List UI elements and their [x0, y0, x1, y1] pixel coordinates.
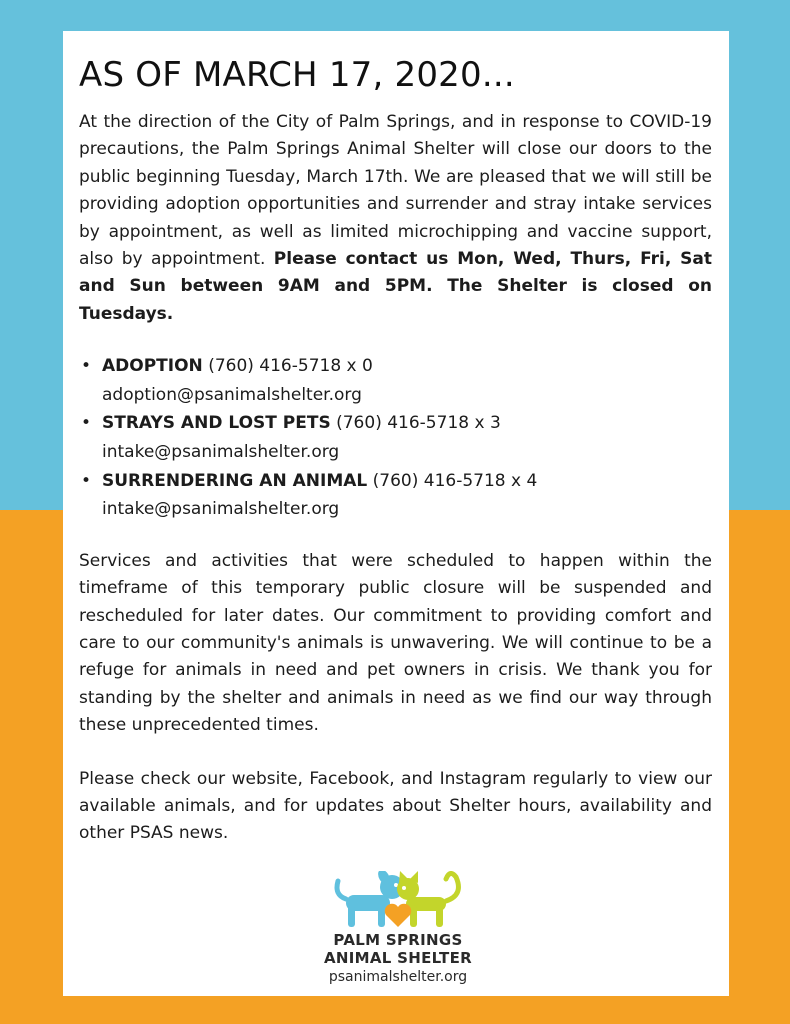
dog-cat-heart-icon [328, 871, 468, 931]
contact-list [79, 352, 712, 524]
logo-url: psanimalshelter.org [328, 969, 468, 985]
contact-phone: (760) 416-5718 x 3 [336, 413, 501, 434]
bullet-icon: • [81, 470, 92, 491]
shelter-logo [288, 871, 508, 987]
contact-email: intake@psanimalshelter.org [102, 442, 340, 463]
contact-label: STRAYS AND LOST PETS [102, 413, 331, 434]
logo-name-line1: PALM SPRINGS [333, 931, 463, 949]
contact-email: adoption@psanimalshelter.org [102, 384, 362, 405]
logo-name-line2: ANIMAL SHELTER [324, 949, 472, 967]
contact-hours: Please contact us Mon, Wed, Thurs, Fri, Sat and Sun between 9AM and 5PM. The Shelter is closed on Tuesdays. [79, 249, 713, 324]
contact-phone: (760) 416-5718 x 0 [208, 356, 373, 377]
contact-item-adoption [81, 352, 712, 409]
closing-paragraph: Please check our website, Facebook, and Instagram regularly to view our available animals, and for updates about Shelter hours, availability and other PSAS news. [79, 768, 712, 844]
notice-card [63, 31, 729, 996]
bullet-icon: • [81, 356, 92, 377]
contact-label: SURRENDERING AN ANIMAL [102, 470, 368, 491]
contact-email: intake@psanimalshelter.org [102, 499, 340, 520]
contact-item-strays [81, 409, 712, 466]
contact-label: ADOPTION [102, 356, 203, 377]
contact-item-surrender [81, 467, 712, 524]
bullet-icon: • [81, 413, 92, 434]
contact-phone: (760) 416-5718 x 4 [372, 470, 538, 491]
intro-text: At the direction of the City of Palm Springs, and in response to COVID-19 precautions, the Palm Springs Animal Shelter will close our doors to the public beginning Tuesday, March 17th. We are pleased that we will still be providing adoption opportunities and surrender and stray intake services by appointment, as well as limited microchipping and vaccine support, also by appointment. [79, 112, 712, 270]
notice-title: AS OF MARCH 17, 2020... [79, 55, 515, 95]
services-paragraph: Services and activities that were scheduled to happen within the timeframe of this temporary public closure will be suspended and rescheduled for later dates. Our commitment to providing comfort and care to our community's animals is unwavering. We will continue to be a refuge for animals in need and pet owners in crisis. We thank you for standing by the shelter and animals in need as we find our way through these unprecedented times. [79, 550, 712, 736]
notice-content [79, 55, 712, 848]
intro-paragraph [79, 109, 712, 328]
